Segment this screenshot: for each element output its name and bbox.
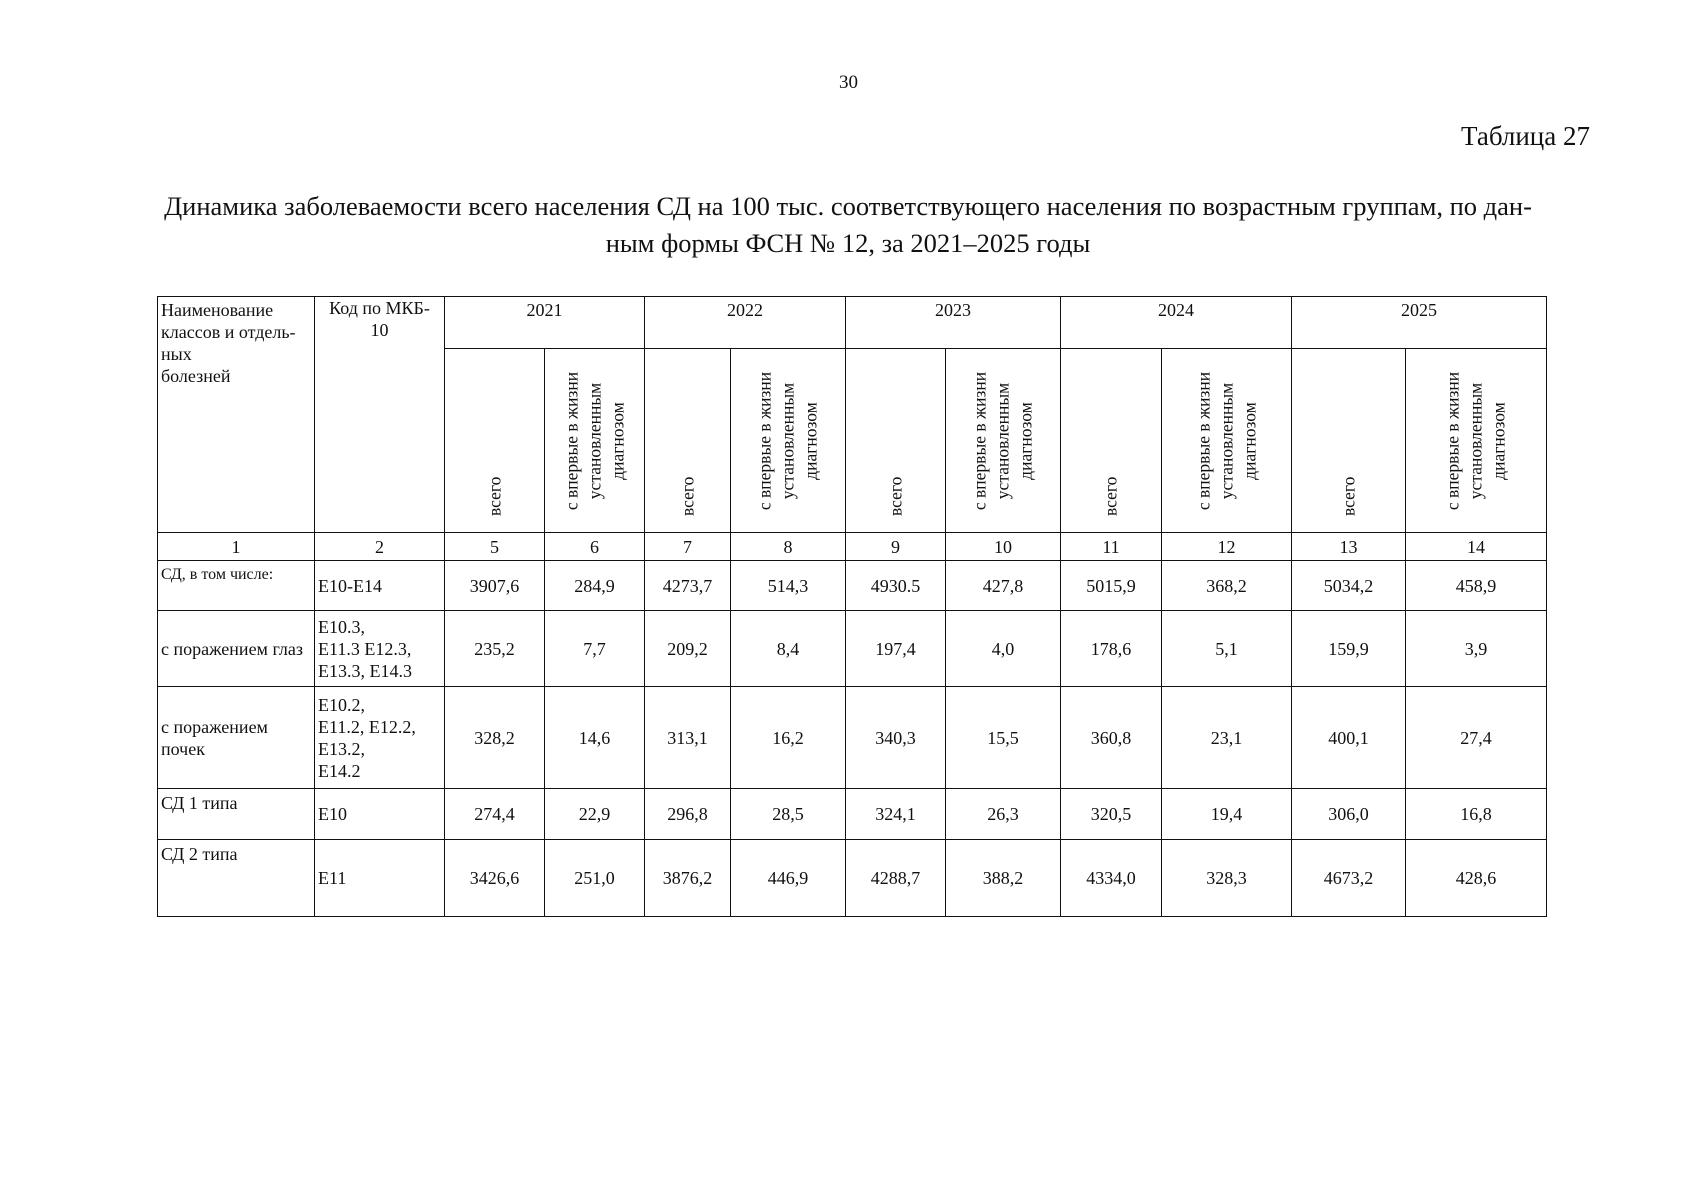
value-cell: 284,9: [545, 561, 645, 611]
subheader-total: [645, 349, 731, 533]
value-cell: 3426,6: [445, 840, 545, 917]
value-cell: 427,8: [946, 561, 1061, 611]
value-cell: 446,9: [731, 840, 846, 917]
column-number: 6: [545, 533, 645, 561]
value-cell: 313,1: [645, 687, 731, 789]
value-cell: 514,3: [731, 561, 846, 611]
subheader-total: [846, 349, 946, 533]
value-cell: 3876,2: [645, 840, 731, 917]
header-code-line: 10: [370, 320, 389, 340]
header-year-2024: 2024: [1061, 297, 1292, 349]
subheader-total-text: всего: [484, 476, 504, 516]
value-cell: 388,2: [946, 840, 1061, 917]
column-number-row: [158, 533, 1547, 561]
value-cell: 324,1: [846, 789, 946, 840]
subheader-new-diagnosis-text: с впервые в жизни установленным диагнозом: [1442, 371, 1509, 510]
table-row: [158, 789, 1547, 840]
subheader-new-diagnosis-text: с впервые в жизни установленным диагнозом: [969, 371, 1036, 510]
subheader-new-diagnosis-text: с впервые в жизни установленным диагнозом: [754, 371, 821, 510]
icd-code-cell: Е10.2, Е11.2, Е12.2, Е13.2, Е14.2: [315, 687, 445, 789]
header-name-line: классов и отдель-: [161, 322, 296, 342]
table-title-line-2: ным формы ФСН № 12, за 2021–2025 годы: [605, 228, 1091, 258]
value-cell: 328,2: [445, 687, 545, 789]
value-cell: 400,1: [1292, 687, 1406, 789]
header-year-2021: 2021: [445, 297, 645, 349]
value-cell: 23,1: [1162, 687, 1292, 789]
subheader-total-text: всего: [885, 476, 905, 516]
column-number: 2: [315, 533, 445, 561]
table-row: [158, 611, 1547, 687]
value-cell: 4273,7: [645, 561, 731, 611]
value-cell: 8,4: [731, 611, 846, 687]
column-number: 10: [946, 533, 1061, 561]
column-number: 11: [1061, 533, 1162, 561]
value-cell: 368,2: [1162, 561, 1292, 611]
value-cell: 274,4: [445, 789, 545, 840]
row-name-cell: СД, в том числе:: [158, 561, 315, 611]
icd-code-cell: Е10-Е14: [315, 561, 445, 611]
header-name-line: Наименование: [161, 300, 274, 320]
row-name-cell: СД 2 типа: [158, 840, 315, 917]
header-year-2025: 2025: [1292, 297, 1547, 349]
header-name-cell: [158, 297, 315, 533]
value-cell: 27,4: [1406, 687, 1547, 789]
subheader-total-text: всего: [677, 476, 697, 516]
value-cell: 22,9: [545, 789, 645, 840]
header-code-line: Код по МКБ-: [329, 298, 430, 318]
value-cell: 4930.5: [846, 561, 946, 611]
header-code-cell: [315, 297, 445, 533]
value-cell: 4673,2: [1292, 840, 1406, 917]
value-cell: 4288,7: [846, 840, 946, 917]
column-number: 14: [1406, 533, 1547, 561]
value-cell: 159,9: [1292, 611, 1406, 687]
table-title-line-1: Динамика заболеваемости всего населения СД на 100 тыс. соответствующего населения по возрастным группам, по дан-: [164, 191, 1532, 221]
value-cell: 320,5: [1061, 789, 1162, 840]
value-cell: 15,5: [946, 687, 1061, 789]
table-label: Таблица 27: [1461, 121, 1590, 151]
value-cell: 340,3: [846, 687, 946, 789]
value-cell: 19,4: [1162, 789, 1292, 840]
subheader-new-diagnosis-text: с впервые в жизни установленным диагнозом: [561, 371, 627, 510]
subheader-new-diagnosis-text: с впервые в жизни установленным диагнозом: [1193, 371, 1259, 510]
value-cell: 458,9: [1406, 561, 1547, 611]
value-cell: 328,3: [1162, 840, 1292, 917]
value-cell: 178,6: [1061, 611, 1162, 687]
icd-code-cell: Е10.3, Е11.3 Е12.3, Е13.3, Е14.3: [315, 611, 445, 687]
value-cell: 16,8: [1406, 789, 1547, 840]
value-cell: 4,0: [946, 611, 1061, 687]
column-number: 1: [158, 533, 315, 561]
table-row: [158, 687, 1547, 789]
column-number: 8: [731, 533, 846, 561]
value-cell: 3,9: [1406, 611, 1547, 687]
value-cell: 235,2: [445, 611, 545, 687]
icd-code-cell: Е10: [315, 789, 445, 840]
subheader-new-diagnosis: [946, 349, 1061, 533]
subheader-total: [445, 349, 545, 533]
value-cell: 14,6: [545, 687, 645, 789]
table-title: [108, 188, 1588, 262]
header-row-years: [158, 297, 1547, 349]
column-number: 7: [645, 533, 731, 561]
value-cell: 209,2: [645, 611, 731, 687]
subheader-total-text: всего: [1100, 476, 1121, 516]
value-cell: 26,3: [946, 789, 1061, 840]
row-name-cell: с поражением почек: [158, 687, 315, 789]
row-name-cell: с поражением глаз: [158, 611, 315, 687]
value-cell: 16,2: [731, 687, 846, 789]
value-cell: 428,6: [1406, 840, 1547, 917]
subheader-new-diagnosis: [545, 349, 645, 533]
value-cell: 7,7: [545, 611, 645, 687]
value-cell: 3907,6: [445, 561, 545, 611]
column-number: 5: [445, 533, 545, 561]
header-year-2023: 2023: [846, 297, 1061, 349]
subheader-new-diagnosis: [1162, 349, 1292, 533]
subheader-new-diagnosis: [1406, 349, 1547, 533]
subheader-total-text: всего: [1338, 476, 1358, 516]
column-number: 12: [1162, 533, 1292, 561]
morbidity-table: [157, 296, 1547, 917]
subheader-new-diagnosis: [731, 349, 846, 533]
table-row: [158, 840, 1547, 917]
value-cell: 251,0: [545, 840, 645, 917]
value-cell: 306,0: [1292, 789, 1406, 840]
subheader-total: [1292, 349, 1406, 533]
value-cell: 360,8: [1061, 687, 1162, 789]
page-number: 30: [839, 72, 858, 93]
subheader-total: [1061, 349, 1162, 533]
value-cell: 28,5: [731, 789, 846, 840]
value-cell: 5034,2: [1292, 561, 1406, 611]
value-cell: 5015,9: [1061, 561, 1162, 611]
value-cell: 4334,0: [1061, 840, 1162, 917]
icd-code-cell: Е11: [315, 840, 445, 917]
table-row: [158, 561, 1547, 611]
row-name-cell: СД 1 типа: [158, 789, 315, 840]
column-number: 13: [1292, 533, 1406, 561]
value-cell: 5,1: [1162, 611, 1292, 687]
header-name-line: ных: [161, 344, 192, 364]
header-year-2022: 2022: [645, 297, 846, 349]
column-number: 9: [846, 533, 946, 561]
value-cell: 197,4: [846, 611, 946, 687]
header-name-line: болезней: [161, 366, 231, 386]
value-cell: 296,8: [645, 789, 731, 840]
